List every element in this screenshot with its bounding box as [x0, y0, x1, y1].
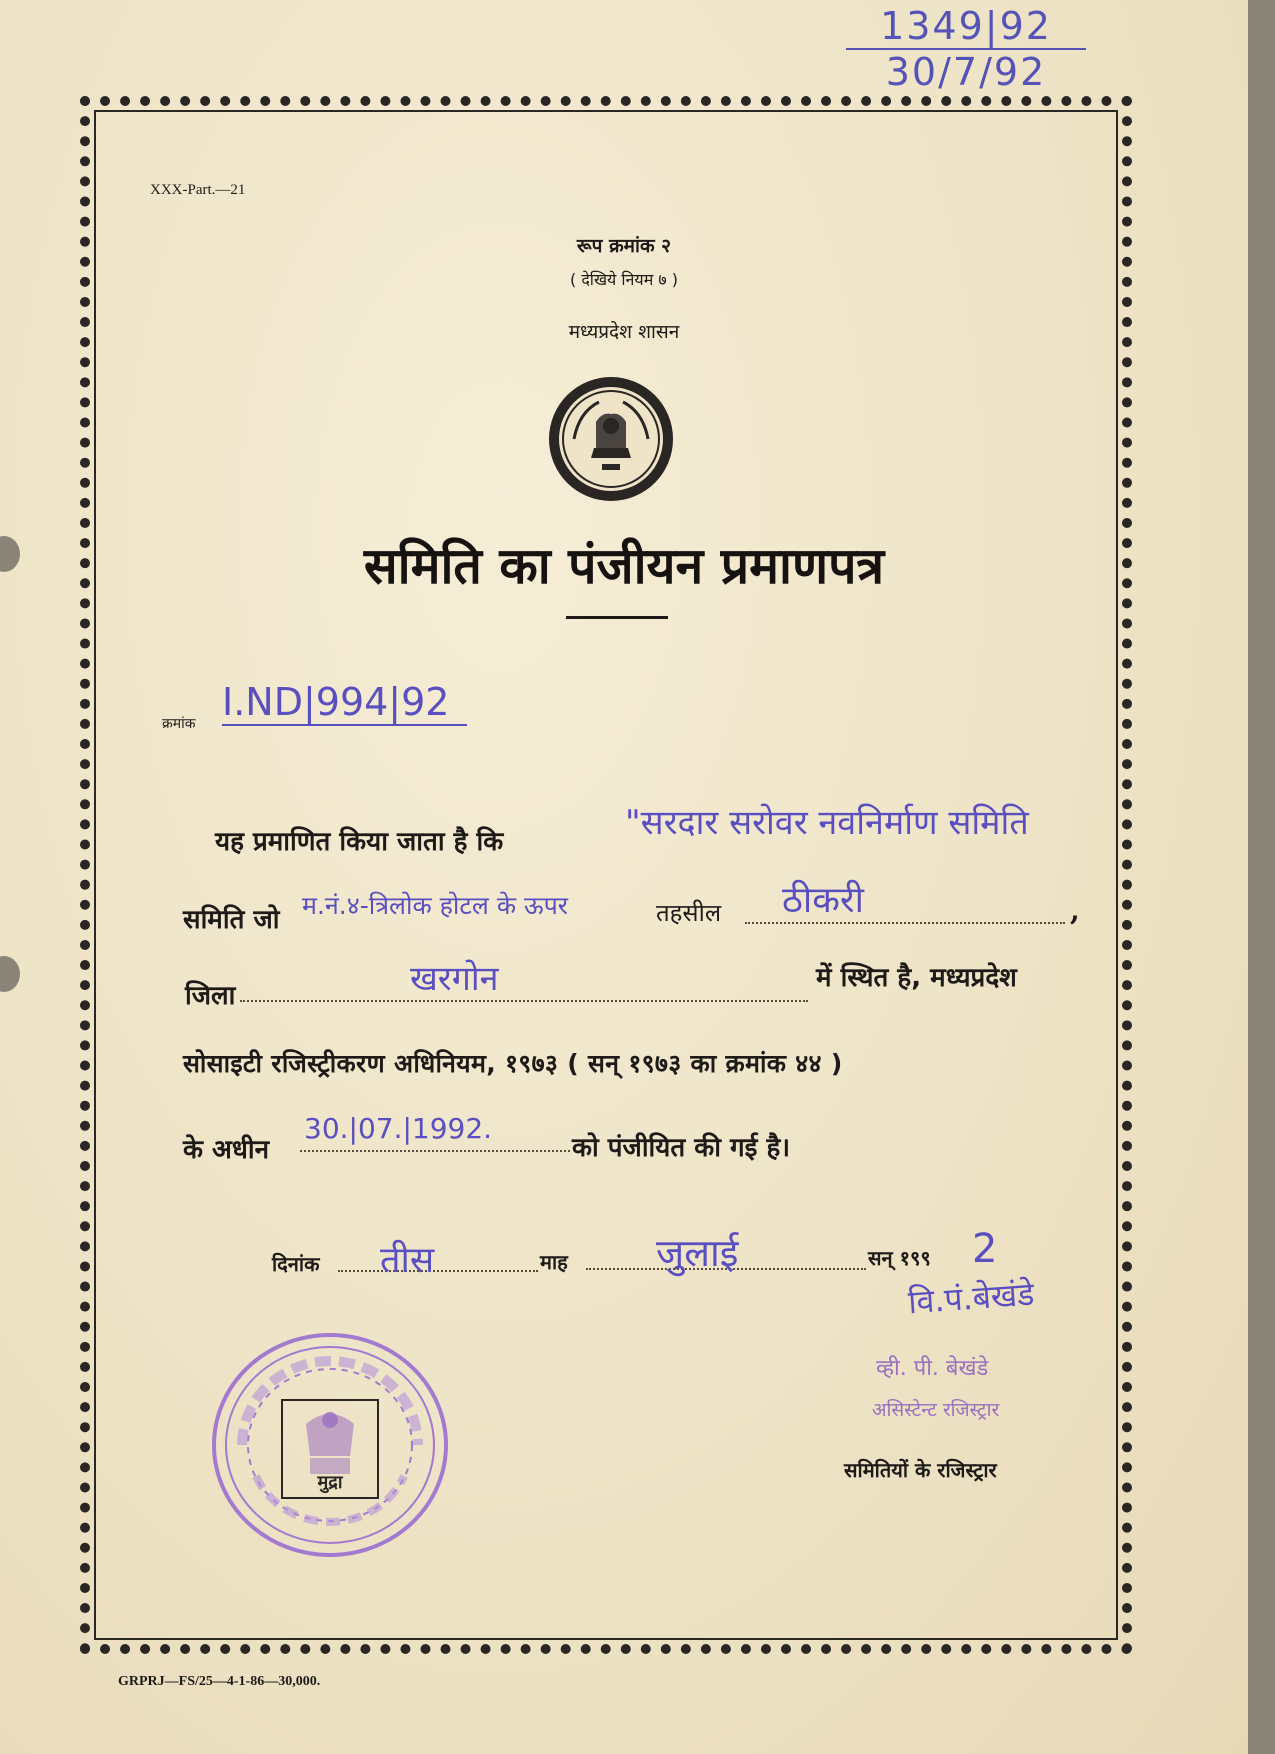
registrar-seal-icon — [206, 1326, 454, 1564]
punch-hole — [0, 956, 20, 992]
cert-line5-text-a: के अधीन — [183, 1135, 270, 1165]
district-dots — [240, 1000, 808, 1002]
cert-line5-text-b: को पंजीयित की गई है। — [572, 1133, 791, 1163]
cert-line3-text-a: जिला — [185, 981, 236, 1011]
registration-label: क्रमांक — [162, 716, 196, 732]
society-name: "सरदार सरोवर नवनिर्माण समिति — [625, 803, 1029, 843]
government-name: मध्यप्रदेश शासन — [568, 321, 680, 343]
signatory-name: व्ही. पी. बेखंडे — [876, 1356, 989, 1381]
district-name: खरगोन — [410, 959, 499, 999]
cert-line3-text-b: में स्थित है, मध्यप्रदेश — [816, 963, 1017, 993]
certificate-title: समिति का पंजीयन प्रमाणपत्र — [363, 537, 885, 595]
year-value: 2 — [972, 1226, 998, 1272]
seal-center-text: मुद्रा — [317, 1472, 343, 1493]
state-emblem-icon — [544, 372, 678, 506]
tehsil-name: ठीकरी — [782, 880, 864, 921]
san-label: सन् १९९ — [868, 1246, 931, 1270]
registrar-office: समितियों के रजिस्ट्रार — [844, 1458, 997, 1482]
date-dots — [300, 1150, 570, 1152]
registration-date: 30.|07.|1992. — [304, 1112, 493, 1145]
registration-number: I.ND|994|92 — [222, 680, 467, 726]
cert-line2-text-a: समिति जो — [183, 905, 280, 935]
cert-line2-text-b: तहसील — [656, 899, 722, 927]
month-value: जुलाई — [656, 1231, 739, 1275]
signatory-designation: असिस्टेन्ट रजिस्ट्रार — [872, 1399, 1000, 1421]
file-number-annotation — [846, 4, 1086, 94]
dinank-label: दिनांक — [272, 1252, 320, 1276]
signature-scrawl: वि.पं.बेखंडे — [906, 1274, 1036, 1322]
day-value: तीस — [380, 1240, 435, 1281]
form-reference: XXX-Part.—21 — [150, 182, 246, 198]
footer-print-code: GRPRJ—FS/25—4-1-86—30,000. — [118, 1674, 321, 1689]
form-number: रूप क्रमांक २ — [576, 235, 672, 257]
file-number-line1: 1349|92 — [846, 4, 1086, 50]
file-number-line2: 30/7/92 — [885, 50, 1047, 94]
cert-line2-comma: , — [1070, 894, 1080, 927]
day-dots — [338, 1270, 538, 1272]
mah-label: माह — [540, 1250, 568, 1274]
rule-reference: ( देखिये नियम ७ ) — [569, 270, 679, 289]
title-underline — [566, 616, 668, 619]
cert-line4-text: सोसाइटी रजिस्ट्रीकरण अधिनियम, १९७३ ( सन् १९७३ का क्रमांक ४४ ) — [183, 1049, 843, 1078]
society-address: म.नं.४-त्रिलोक होटल के ऊपर — [302, 891, 569, 920]
cert-line1-text: यह प्रमाणित किया जाता है कि — [215, 827, 504, 857]
